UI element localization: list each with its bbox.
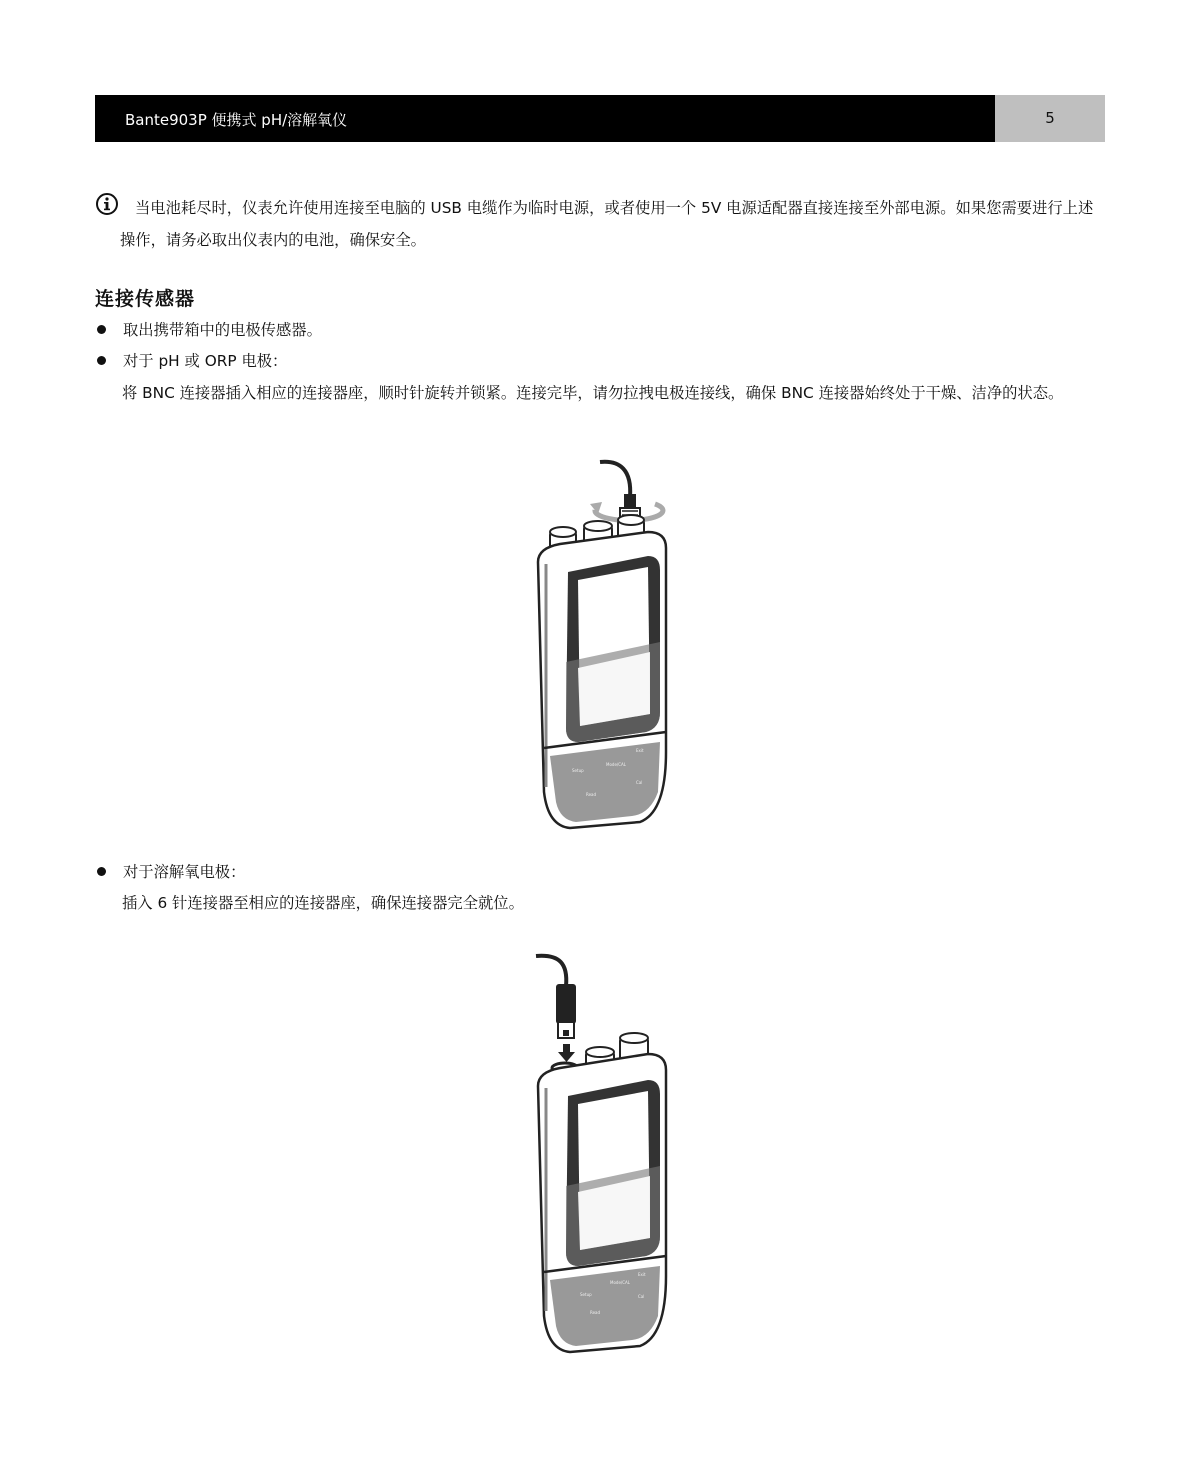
key-label: Mode/CAL bbox=[606, 762, 627, 767]
key-label: Read bbox=[586, 792, 597, 797]
bullet-dot bbox=[97, 867, 106, 876]
key-label: Setup bbox=[572, 768, 584, 773]
page-header bbox=[95, 95, 1105, 142]
instruction-paragraph: 插入 6 针连接器至相应的连接器座，确保连接器完全就位。 bbox=[122, 894, 524, 912]
bullet-dot bbox=[97, 325, 106, 334]
bnc-connection-illustration bbox=[520, 452, 680, 832]
key-label: Mode/CAL bbox=[610, 1280, 631, 1285]
note-text: 当电池耗尽时，仪表允许使用连接至电脑的 USB 电缆作为临时电源，或者使用一个 5V 电源适配器直接连接至外部电源。如果您需要进行上述操作，请务必取出仪表内的电池，确保安全。 bbox=[120, 199, 1094, 249]
key-label: Exit bbox=[638, 1272, 646, 1277]
section-title: 连接传感器 bbox=[95, 288, 196, 310]
key-label: Exit bbox=[636, 748, 644, 753]
instruction-paragraph: 将 BNC 连接器插入相应的连接器座，顺时针旋转并锁紧。连接完毕，请勿拉拽电极连接线，确保 BNC 连接器始终处于干燥、洁净的状态。 bbox=[122, 384, 1064, 402]
insert-arrow-icon bbox=[558, 1044, 575, 1062]
document-title: Bante903P 便携式 pH/溶解氧仪 bbox=[125, 111, 348, 129]
key-label: Read bbox=[590, 1310, 601, 1315]
key-label: Cal bbox=[636, 780, 643, 785]
key-label: Setup bbox=[580, 1292, 592, 1297]
bullet-dot bbox=[97, 356, 106, 365]
page-number: 5 bbox=[1045, 109, 1055, 127]
key-label: Cal bbox=[638, 1294, 645, 1299]
list-item-text: 取出携带箱中的电极传感器。 bbox=[123, 321, 322, 339]
info-icon bbox=[95, 192, 119, 216]
page-number-box bbox=[995, 95, 1105, 142]
list-item-text: 对于溶解氧电极： bbox=[123, 863, 246, 881]
list-item-text: 对于 pH 或 ORP 电极： bbox=[123, 352, 288, 370]
do-connection-illustration bbox=[520, 946, 680, 1356]
